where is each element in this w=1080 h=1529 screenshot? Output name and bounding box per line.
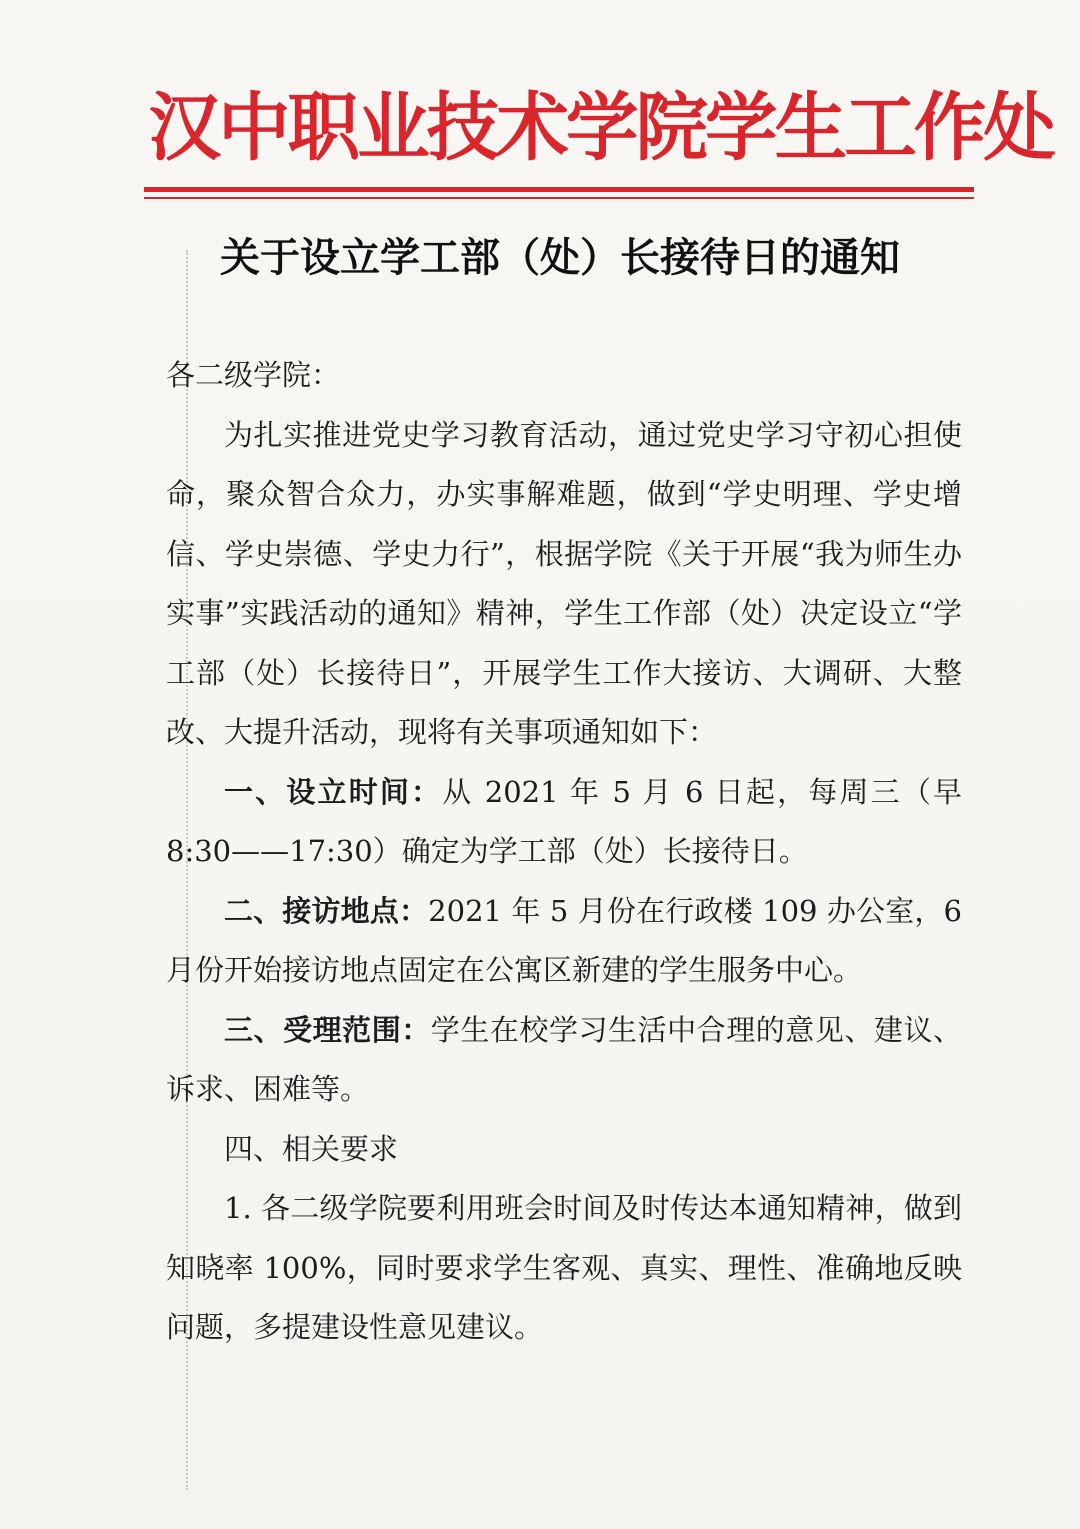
- section-text: 从 2021 年 5 月 6 日起，每周三（早 8:30——17:30）确定为学工部（处）长接待日。: [166, 774, 962, 868]
- section-heading: 三、受理范围：: [224, 1012, 431, 1047]
- document-body: [166, 346, 962, 1358]
- section-heading: 二、接访地点：: [224, 893, 429, 928]
- requirements-heading: 四、相关要求: [224, 1131, 399, 1166]
- section-time: [166, 763, 962, 882]
- section-text: 学生在校学习生活中合理的意见、建议、诉求、困难等。: [166, 1012, 962, 1106]
- section-text: 2021 年 5 月份在行政楼 109 办公室，6 月份开始接访地点固定在公寓区新建的学生服务中心。: [166, 893, 962, 987]
- intro-paragraph: 为扎实推进党史学习教育活动，通过党史学习守初心担使命，聚众智合众力，办实事解难题，做到“学史明理、学史增信、学史崇德、学史力行”，根据学院《关于开展“我为师生办实事”实践活动的通知》精神，学生工作部（处）决定设立“学工部（处）长接待日”，开展学生工作大接访、大调研、大整改、大提升活动，现将有关事项通知如下：: [166, 417, 962, 749]
- masthead-rule-thick: [144, 187, 974, 192]
- document-title: 关于设立学工部（处）长接待日的通知: [220, 235, 900, 281]
- salutation: 各二级学院：: [166, 358, 341, 392]
- section-location: [166, 882, 962, 1001]
- issuer-masthead: 汉中职业技术学院学生工作处: [148, 85, 1053, 171]
- section-heading: 一、设立时间：: [224, 774, 443, 809]
- masthead-rule-thin: [144, 197, 974, 199]
- section-scope: [166, 1001, 962, 1120]
- requirement-item: 1. 各二级学院要利用班会时间及时传达本通知精神，做到知晓率 100%，同时要求学生客观、真实、理性、准确地反映问题，多提建设性意见建议。: [166, 1191, 962, 1344]
